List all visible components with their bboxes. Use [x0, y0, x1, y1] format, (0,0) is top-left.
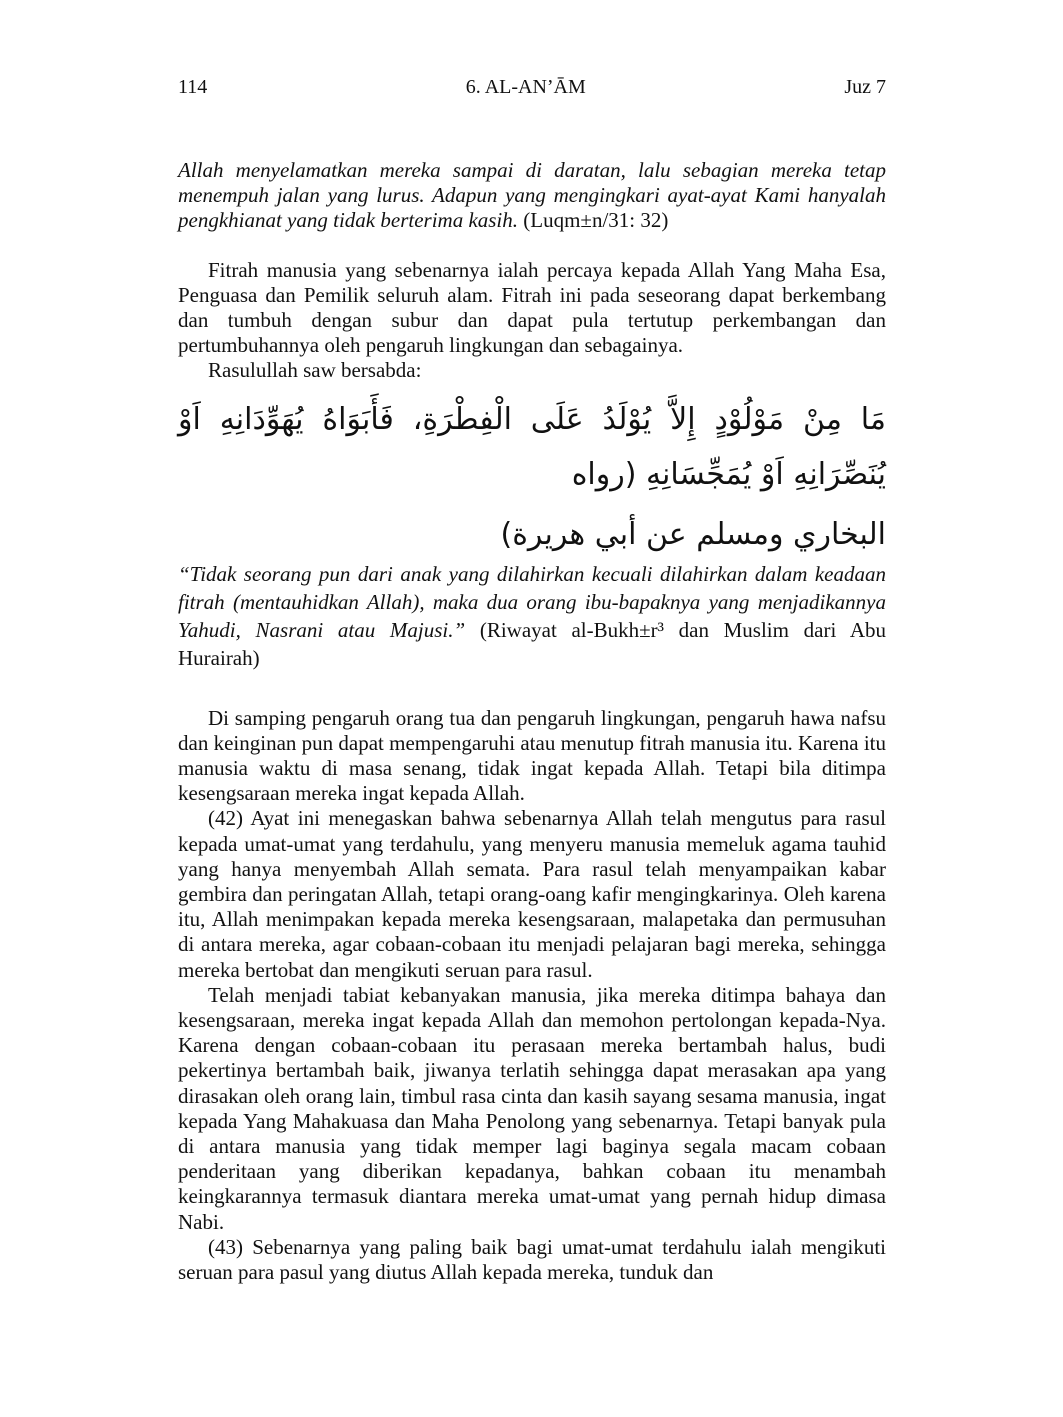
translation-reference: (Riwayat al-Bukh±r³ dan Muslim dari Abu Hurairah): [178, 617, 886, 670]
translation-text: “Tidak seorang pun dari anak yang dilahirkan kecuali dilahirkan dalam keadaan fitrah (mentauhidkan Allah), maka dua orang ibu-bapaknya yang menjadikannya Yahudi, Nasrani atau Majusi.”: [178, 561, 886, 642]
paragraph-pengaruh: Di samping pengaruh orang tua dan pengaruh lingkungan, pengaruh hawa nafsu dan keinginan pun dapat mempengaruhi atau menutup fitrah manusia itu. Karena itu manusia waktu di masa senang, tidak ingat kepada Allah. Tetapi bila ditimpa kesengsaraan mereka ingat kepada Allah.: [178, 705, 886, 806]
page-body: [178, 158, 886, 1285]
quran-quote: [178, 158, 886, 234]
hadith-arabic: مَا مِنْ مَوْلُوْدٍ إِلاَّ يُوْلَدُ عَلَى الْفِطْرَةِ، فَأَبَوَاهُ يُهَوِّدَانِهِ اَوْ يُنَصِّرَانِهِ اَوْ يُمَجِّسَانِهِ (رواه: [178, 401, 886, 492]
paragraph-verse-42: (42) Ayat ini menegaskan bahwa sebenarnya Allah telah mengutus para rasul kepada umat-umat yang terdahulu, yang menyeru manusia memeluk agama tauhid yang hanya menyembah Allah semata. Para rasul telah menyampaikan kabar gembira dan peringatan Allah, tetapi orang-oang kafir mengingkarinya. Oleh karena itu, Allah menimpakan kepada mereka kesengsaraan, malapetaka dan permusuhan di antara mereka, agar cobaan-cobaan itu menjadi pelajaran bagi mereka, sehingga mereka bertobat dan mengikuti seruan para rasul.: [178, 806, 886, 982]
paragraph-verse-43: (43) Sebenarnya yang paling baik bagi umat-umat terdahulu ialah mengikuti seruan para pasul yang diutus Allah kepada mereka, tunduk dan: [178, 1234, 886, 1285]
paragraph-rasulullah: Rasulullah saw bersabda:: [208, 358, 422, 383]
hadith-arabic-source: البخاري ومسلم عن أبي هريرة): [500, 516, 886, 552]
quote-text: Allah menyelamatkan mereka sampai di daratan, lalu sebagian mereka tetap menempuh jalan yang lurus. Adapun yang mengingkari ayat-ayat Kami hanyalah pengkhianat yang tidak berterima kasih.: [178, 158, 886, 233]
quote-reference: (Luqm±n/31: 32): [518, 208, 669, 233]
paragraph-tabiat: Telah menjadi tabiat kebanyakan manusia, jika mereka ditimpa bahaya dan kesengsaraan, mereka ingat kepada Allah dan memohon pertolongan kepada-Nya. Karena dengan cobaan-cobaan itu perasaan mereka bertambah halus, budi pekertinya bertambah baik, jiwanya terlatih sehingga dapat merasakan apa yang dirasakan oleh orang lain, timbul rasa cinta dan kasih sayang sesama manusia, ingat kepada Yang Mahakuasa dan Maha Penolong yang sebenarnya. Tetapi banyak pula di antara manusia yang tidak memper lagi baginya segala macam cobaan penderitaan yang diberikan kepadanya, bahkan cobaan itu menambah keingkarannya termasuk diantara mereka umat-umat yang pernah hidup dimasa Nabi.: [178, 982, 886, 1234]
chapter-title: 6. AL-AN’ĀM: [465, 76, 586, 98]
hadith-translation: [178, 560, 886, 672]
page-number: 114: [178, 76, 208, 98]
juz-label: Juz 7: [844, 76, 886, 98]
paragraph-fitrah: Fitrah manusia yang sebenarnya ialah percaya kepada Allah Yang Maha Esa, Penguasa dan Pemilik seluruh alam. Fitrah ini pada seseorang dapat berkembang dan tumbuh dengan subur dan dapat pula tertutup perkembangan dan pertumbuhannya oleh pengaruh lingkungan dan sebagainya.: [178, 257, 886, 358]
page-header: [178, 76, 886, 99]
